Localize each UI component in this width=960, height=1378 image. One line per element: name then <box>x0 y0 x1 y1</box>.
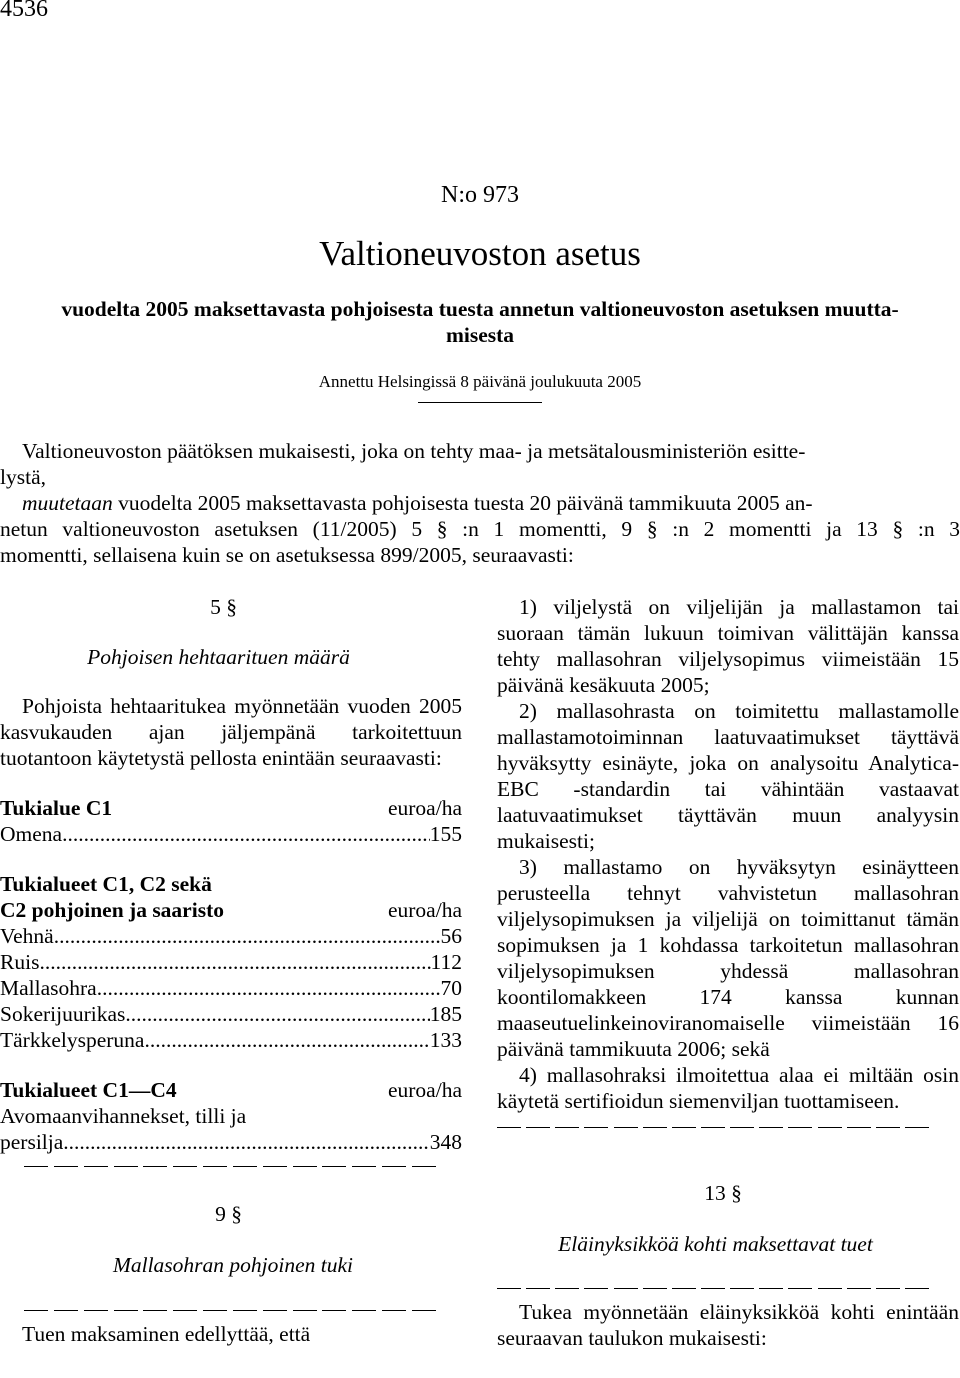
intro-line-3 <box>22 490 813 516</box>
table-row <box>0 821 462 847</box>
group-3-header <box>0 1077 462 1103</box>
document-title: Valtioneuvoston asetus <box>319 234 641 273</box>
intro-line-4: netun valtioneuvoston asetuksen (11/2005) 5 § :n 1 momentti, 9 § :n 2 momentti ja 13 § :n 3 <box>0 517 960 541</box>
section-5-number: 5 § <box>210 595 237 619</box>
group-2-heading-line-1: Tukialueet C1, C2 sekä <box>0 872 212 896</box>
condition-item-2: 2) mallasohrasta on toimitettu mallastamolle mallastamotoiminnan laatuvaatimukset täyttävä hyväksytty esinäyte, joka on analysoitu Analytica-EBC -standardin tai vähintään vastaavat laatuvaatimukset täyttävän muun analyysin mukaisesti; <box>497 699 959 853</box>
intro-line-3-text: vuodelta 2005 maksettavasta pohjoisesta tuesta 20 päivänä tammikuuta 2005 an- <box>112 491 813 515</box>
group-3-heading: Tukialueet C1—C4 <box>0 1078 177 1102</box>
group-1-header <box>0 795 462 821</box>
section-divider <box>497 1281 929 1295</box>
intro-line-1: Valtioneuvoston päätöksen mukaisesti, joka on tehty maa- ja metsätalousministeriön esitte- <box>22 439 806 463</box>
intro-amending-word: muutetaan <box>22 491 113 515</box>
table-row <box>0 923 462 949</box>
condition-item-1: 1) viljelystä on viljelijän ja mallastamon tai suoraan tämän lukuun toimivan välittäjän kanssa tehty mallasohran viljelysopimus viimeistään 15 päivänä kesäkuuta 2005; <box>497 595 959 697</box>
condition-item-3: 3) mallastamo on hyväksytyn esinäytteen perusteella tehnyt vahvistetun mallasohran viljelysopimuksen ja viljelijä on toimittanut tämän sopimuksen ja 1 kohdassa tarkoitetun mallasohran viljelysopimuksen yhdessä mallasohran koontilomakkeen 174 kanssa kunnan maaseutuelinkeinoviranomaiselle viimeistään 16 päivänä tammikuuta 2006; sekä <box>497 855 959 1061</box>
row-value: 56 <box>440 924 462 948</box>
section-9-heading: Mallasohran pohjoinen tuki <box>112 1253 354 1277</box>
row-value: 155 <box>429 822 462 846</box>
row-value: 133 <box>429 1028 462 1052</box>
row-name: Mallasohra <box>0 976 97 1000</box>
intro-line-2: lystä, <box>0 465 46 489</box>
given-date: Annettu Helsingissä 8 päivänä joulukuuta 2005 <box>318 372 642 391</box>
row-name: Vehnä <box>0 924 54 948</box>
section-5-text: Pohjoista hehtaaritukea myönnetään vuoden 2005 kasvukauden ajan jäljempänä tarkoitettuun tuotantoon käytetystä pellosta enintään seuraavasti: <box>0 694 462 770</box>
group-2-heading-line-2: C2 pohjoinen ja saaristo <box>0 898 224 922</box>
right-column <box>497 594 959 1351</box>
group-1-unit: euroa/ha <box>387 796 462 820</box>
row-name: Tärkkelysperuna <box>0 1028 145 1052</box>
section-13-heading: Eläinyksikköä kohti maksettavat tuet <box>558 1232 873 1256</box>
group-3-item-line-1: Avomaanvihannekset, tilli ja <box>0 1104 247 1128</box>
row-value: 348 <box>429 1130 462 1154</box>
section-13-number: 13 § <box>704 1181 742 1205</box>
group-2-unit: euroa/ha <box>387 898 462 922</box>
table-row <box>0 949 462 975</box>
table-row <box>0 1027 462 1053</box>
row-name: Ruis <box>0 950 40 974</box>
section-13-text: Tukea myönnetään eläinyksikköä kohti enintään seuraavan taulukon mukaisesti: <box>497 1300 959 1350</box>
table-row <box>0 1001 462 1027</box>
left-column <box>0 594 462 1347</box>
group-3-unit: euroa/ha <box>387 1078 462 1102</box>
page-number: 4536 <box>0 0 48 22</box>
row-name: persilja <box>0 1130 64 1154</box>
group-1-heading: Tukialue C1 <box>0 796 113 820</box>
section-9-number: 9 § <box>215 1202 242 1226</box>
table-row <box>0 975 462 1001</box>
subtitle-line-1: vuodelta 2005 maksettavasta pohjoisesta tuesta annetun valtioneuvoston asetuksen muutta- <box>61 297 899 321</box>
intro-line-5: momentti, sellaisena kuin se on asetuksessa 899/2005, seuraavasti: <box>0 543 574 567</box>
row-name: Sokerijuurikas <box>0 1002 126 1026</box>
document-subtitle <box>0 296 960 348</box>
section-divider <box>24 1159 436 1173</box>
act-number: N:o 973 <box>441 182 519 208</box>
row-value: 112 <box>430 950 462 974</box>
subtitle-line-2: misesta <box>445 323 515 347</box>
section-divider <box>24 1303 436 1317</box>
table-row <box>0 1129 462 1155</box>
section-5-heading: Pohjoisen hehtaarituen määrä <box>87 645 350 669</box>
row-value: 185 <box>429 1002 462 1026</box>
section-divider <box>497 1120 929 1134</box>
title-divider <box>418 402 542 403</box>
row-value: 70 <box>440 976 462 1000</box>
condition-item-4: 4) mallasohraksi ilmoitettua alaa ei miltään osin käytetä sertifioidun siemenviljan tuottamiseen. <box>497 1063 959 1113</box>
section-9-text: Tuen maksaminen edellyttää, että <box>22 1322 311 1346</box>
row-name: Omena <box>0 822 63 846</box>
group-2-header <box>0 897 462 923</box>
